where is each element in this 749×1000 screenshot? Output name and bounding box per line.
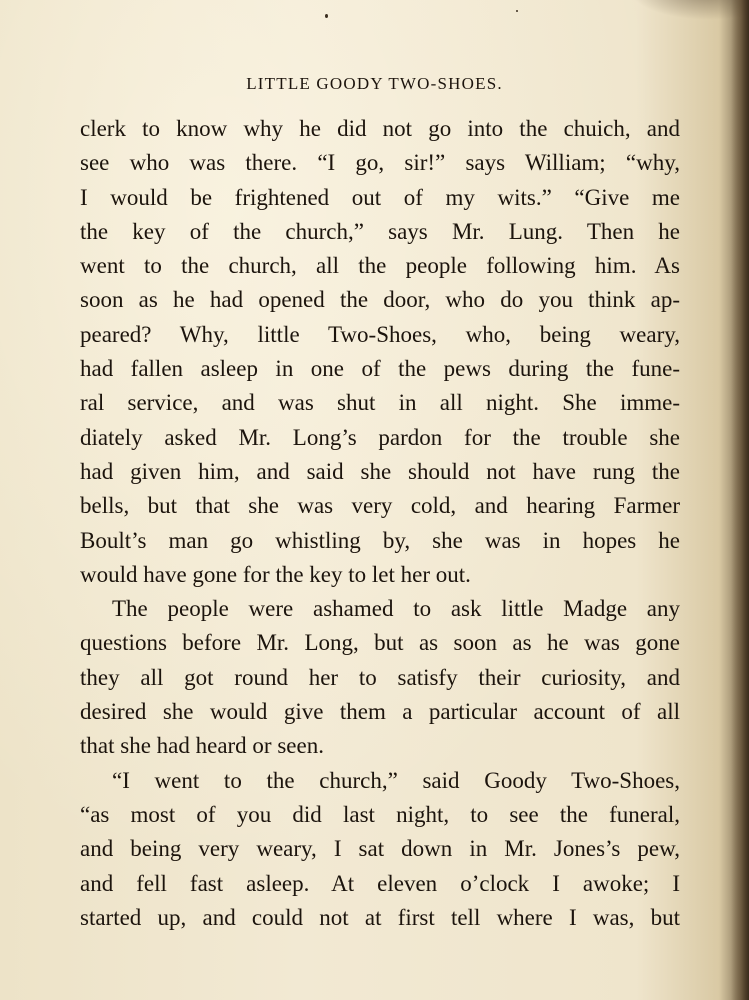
text-line: had given him, and said she should not have rung the [80,458,680,484]
text-line: that she had heard or seen. [80,733,324,759]
text-line: and fell fast asleep. At eleven o’clock I awoke; I [80,870,680,896]
text-line: and being very weary, I sat down in Mr. Jones’s pew, [80,836,680,862]
page-gutter-shadow [731,0,749,1000]
body-text [80,112,680,935]
text-line: clerk to know why he did not go into the chuich, and [80,116,680,141]
text-line: “I went to the church,” said Goody Two-Shoes, [112,767,680,793]
text-line: see who was there. “I go, sir!” says William; “why, [80,150,680,176]
text-line: soon as he had opened the door, who do you think ap- [80,287,680,313]
text-line: ral service, and was shut in all night. She imme- [80,390,680,416]
text-line: Boult’s man go whistling by, she was in hopes he [80,527,680,553]
text-line: started up, and could not at first tell where I was, but [80,904,680,930]
text-line: the key of the church,” says Mr. Lung. Then he [80,218,680,244]
text-line: bells, but that she was very cold, and hearing Farmer [80,493,680,519]
text-line: diately asked Mr. Long’s pardon for the trouble she [80,424,680,450]
text-line: questions before Mr. Long, but as soon as he was gone [80,630,680,656]
running-head: LITTLE GOODY TWO-SHOES. [246,74,503,93]
text-line: peared? Why, little Two-Shoes, who, being weary, [80,321,680,347]
text-line: they all got round her to satisfy their curiosity, and [80,664,680,690]
text-line: The people were ashamed to ask little Madge any [112,596,680,622]
text-line: “as most of you did last night, to see the funeral, [80,801,680,827]
ink-speck [325,14,328,18]
text-line: I would be frightened out of my wits.” “Give me [80,184,680,210]
ink-speck [516,10,518,12]
text-line: desired she would give them a particular account of all [80,699,680,725]
text-line: went to the church, all the people following him. As [80,253,680,279]
text-line: would have gone for the key to let her out. [80,561,471,587]
text-line: had fallen asleep in one of the pews during the fune- [80,356,680,382]
